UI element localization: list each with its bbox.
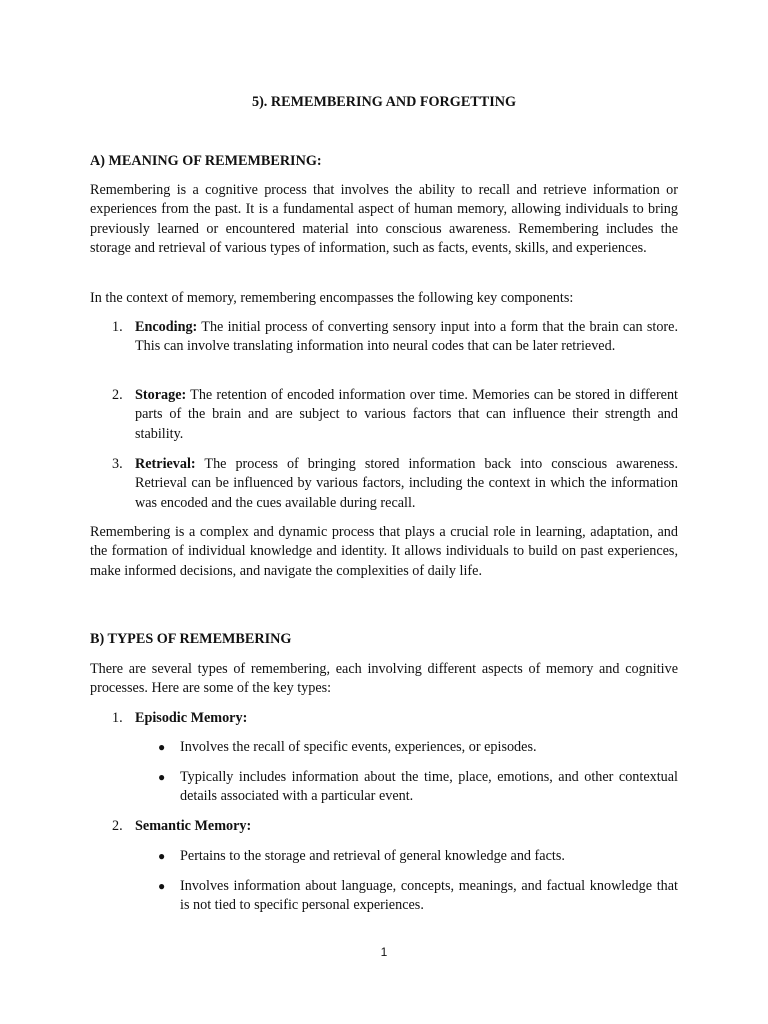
list-number: 3. [112,456,123,472]
bullet-icon: ● [158,770,166,784]
section-a-heading: A) MEANING OF REMEMBERING: [90,153,322,169]
section-a-conclusion-paragraph: Remembering is a complex and dynamic process that plays a crucial role in learning, adaptation, and the formation of individual knowledge and identity. It allows individuals to build on past experiences, make informed decisions, and navigate the complexities of daily life. [90,524,678,579]
bullet-text: Pertains to the storage and retrieval of general knowledge and facts. [180,848,565,864]
list-item-text: The process of bringing stored information back into conscious awareness. Retrieval can be influenced by various factors, including the context in which the information was encoded and the cues available during recall. [135,456,678,511]
list-item-body [135,817,678,836]
list-item-body [135,318,678,357]
list-item-term: Episodic Memory: [135,710,248,726]
page-number: 1 [380,945,388,959]
bullet-text: Typically includes information about the time, place, emotions, and other contextual details associated with a particular event. [180,769,678,805]
section-b-heading: B) TYPES OF REMEMBERING [90,631,292,647]
list-number: 1. [112,319,123,335]
list-item-term: Encoding: [135,319,198,335]
bullet-icon: ● [158,879,166,893]
bullet-icon: ● [158,849,166,863]
list-number: 1. [112,710,123,726]
list-item-body [135,386,678,444]
bullet-text: Involves the recall of specific events, experiences, or episodes. [180,739,537,755]
list-item-text: The initial process of converting sensory input into a form that the brain can store. This can involve translating information into neural codes that can be later retrieved. [135,319,678,355]
section-a-intro-paragraph: Remembering is a cognitive process that involves the ability to recall and retrieve information or experiences from the past. It is a fundamental aspect of human memory, allowing individuals to bring previously learned or encountered material into conscious awareness. Remembering includes the storage and retrieval of various types of information, such as facts, events, skills, and experiences. [90,182,678,257]
document-page [90,0,678,1024]
list-item-term: Storage: [135,387,187,403]
list-item-text: The retention of encoded information over time. Memories can be stored in different parts of the brain and are subject to various factors that can influence their strength and stability. [135,387,678,442]
list-number: 2. [112,387,123,403]
list-item-body [135,455,678,513]
list-item-body [135,709,678,728]
bullet-text: Involves information about language, concepts, meanings, and factual knowledge that is not tied to specific personal experiences. [180,878,678,914]
section-b-intro-paragraph: There are several types of remembering, each involving different aspects of memory and cognitive processes. Here are some of the key types: [90,661,678,697]
bullet-icon: ● [158,740,166,754]
list-item-term: Retrieval: [135,456,196,472]
list-item-term: Semantic Memory: [135,818,252,834]
document-title: 5). REMEMBERING AND FORGETTING [251,94,517,110]
list-number: 2. [112,818,123,834]
section-a-lead-paragraph: In the context of memory, remembering encompasses the following key components: [90,290,574,306]
